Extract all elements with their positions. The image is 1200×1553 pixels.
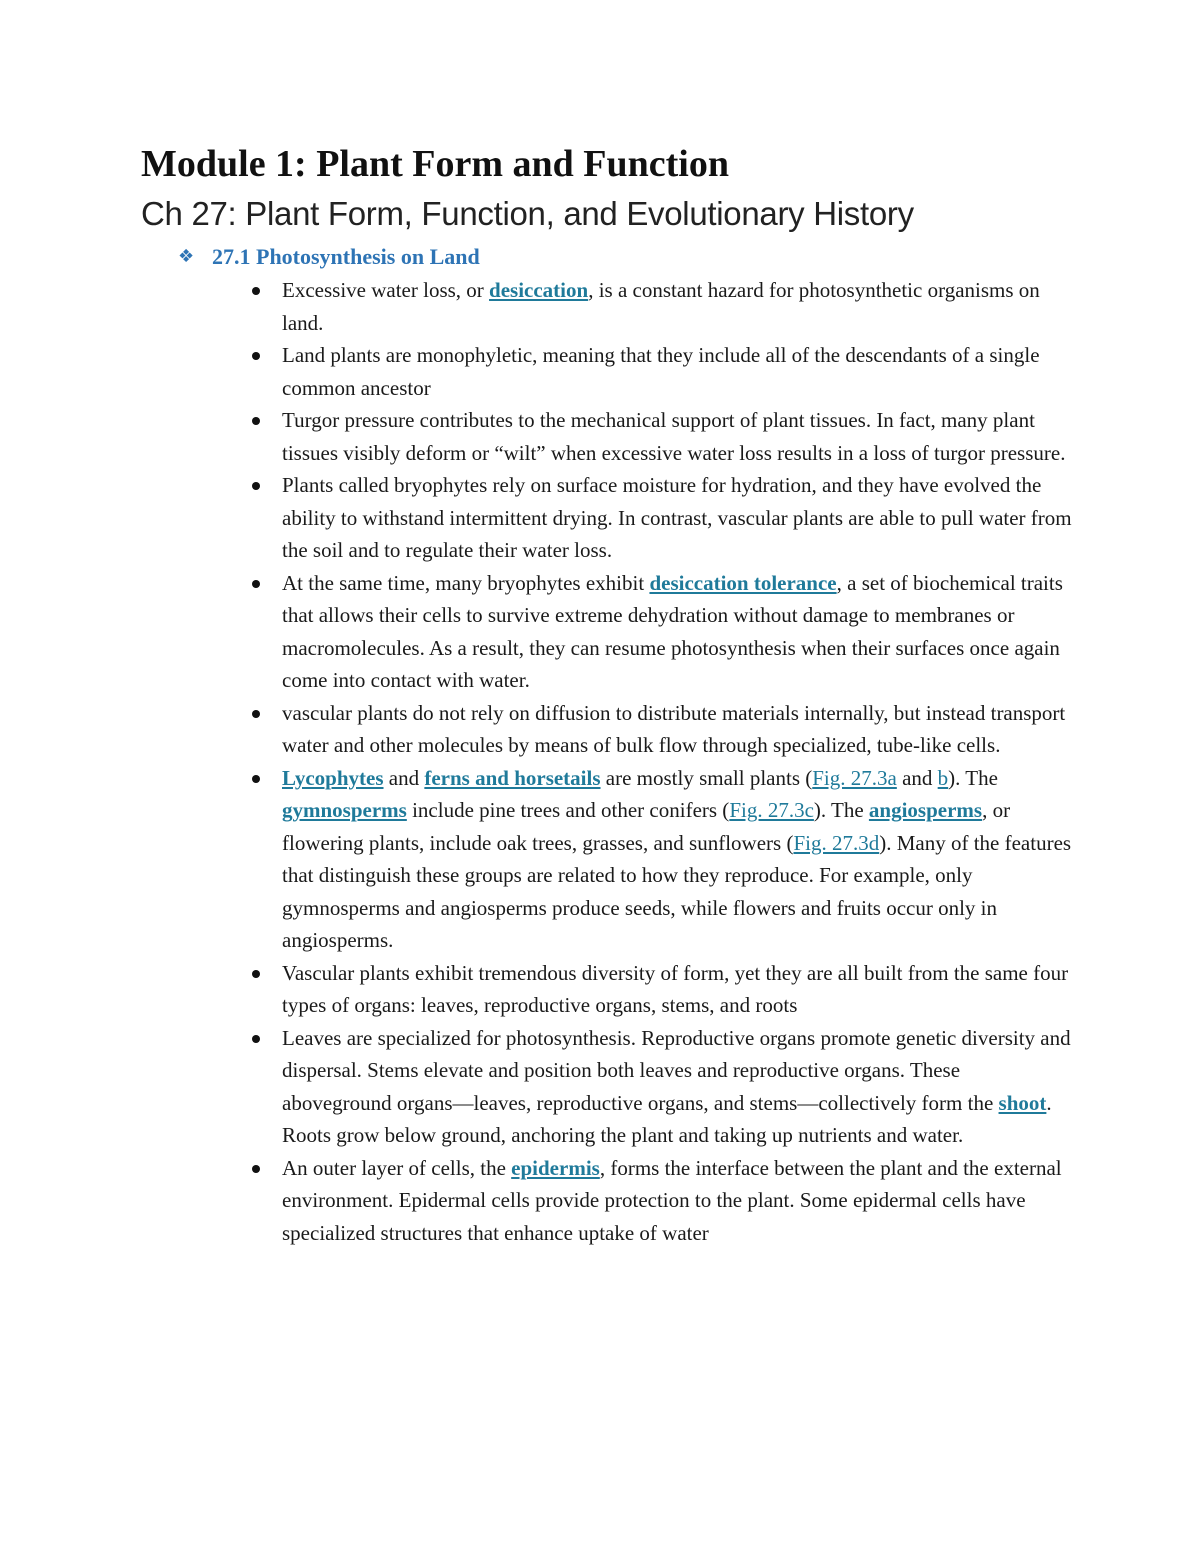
bullet-text: Leaves are specialized for photosynthesis. Reproductive organs promote genetic diversity and dispersal. Stems elevate and position both leaves and reproductive organs. These aboveground organs—leaves, reproductive organs, and stems—collectively form the (282, 1025, 1071, 1115)
bullet-dot-icon (252, 710, 260, 718)
page-title: Module 1: Plant Form and Function (141, 143, 729, 185)
bullet-text: , a set of biochemical traits that allows their cells to survive extreme dehydration without damage to membranes or macromolecules. As a result, they can resume photosynthesis when their surfaces once again come into contact with water. (282, 570, 1063, 692)
bullet-text: Land plants are monophyletic, meaning that they include all of the descendants of a single common ancestor (282, 343, 1040, 400)
glossary-term-link[interactable]: Lycophytes (282, 765, 384, 790)
bullet-text: include pine trees and other conifers ( (406, 798, 730, 822)
glossary-term-link[interactable]: desiccation (489, 278, 589, 302)
bullet-text: Turgor pressure contributes to the mechanical support of plant tissues. In fact, many plant tissues visibly deform or “wilt” when excessive water loss results in a loss of turgor pressure. (282, 408, 1066, 465)
bullet-text: ). Many of the features that distinguish these groups are related to how they reproduce. For example, only gymnosperms and angiosperms produce seeds, while flowers and fruits occur only in angiosperms. (282, 830, 1072, 952)
section-heading-text: 27.1 Photosynthesis on Land (212, 244, 480, 269)
list-item (282, 762, 1072, 957)
glossary-term-link[interactable]: angiosperms (868, 798, 983, 822)
bullet-text: Plants called bryophytes rely on surface moisture for hydration, and they have evolved the ability to withstand intermittent drying. In contrast, vascular plants are able to pull water from the soil and to regulate their water loss. (282, 473, 1072, 562)
bullet-text: At the same time, many bryophytes exhibit (282, 570, 650, 595)
list-item (282, 957, 1072, 1022)
glossary-term-link[interactable]: gymnosperms (282, 798, 407, 822)
bullet-dot-icon (252, 287, 260, 295)
section-heading (178, 241, 480, 273)
bullet-dot-icon (252, 580, 260, 588)
figure-link[interactable]: Fig. 27.3c (729, 798, 814, 822)
figure-link[interactable]: Fig. 27.3d (793, 830, 880, 855)
figure-link[interactable]: b (937, 765, 949, 790)
bullet-text: and (383, 765, 425, 790)
bullet-dot-icon (252, 482, 260, 490)
glossary-term-link[interactable]: shoot (998, 1090, 1047, 1115)
bullet-dot-icon (252, 1165, 260, 1173)
bullet-text: . Roots grow below ground, anchoring the plant and taking up nutrients and water. (282, 1090, 1052, 1147)
list-item (282, 567, 1072, 697)
bullet-text: and (896, 765, 938, 790)
bullet-text: An outer layer of cells, the (282, 1155, 512, 1180)
glossary-term-link[interactable]: epidermis (511, 1155, 600, 1180)
bullet-text: vascular plants do not rely on diffusion to distribute materials internally, but instead transport water and other molecules by means of bulk flow through specialized, tube-like cells. (282, 700, 1066, 757)
bullet-text: , or flowering plants, include oak trees, grasses, and sunflowers ( (282, 798, 1011, 855)
list-item (282, 469, 1072, 567)
chapter-heading: Ch 27: Plant Form, Function, and Evolutionary History (141, 195, 914, 232)
glossary-term-link[interactable]: ferns and horsetails (424, 765, 601, 790)
list-item (282, 274, 1072, 339)
list-item (282, 697, 1072, 762)
figure-link[interactable]: Fig. 27.3a (812, 765, 897, 790)
list-item (282, 404, 1072, 469)
bullet-text: Excessive water loss, or (282, 278, 490, 302)
glossary-term-link[interactable]: desiccation tolerance (649, 570, 837, 595)
bullet-dot-icon (252, 970, 260, 978)
diamond-bullet-icon: ❖ (178, 246, 195, 267)
list-item (282, 339, 1072, 404)
bullet-dot-icon (252, 417, 260, 425)
bullet-dot-icon (252, 352, 260, 360)
list-item (282, 1022, 1072, 1152)
bullet-text: are mostly small plants ( (600, 765, 813, 790)
bullet-text: , is a constant hazard for photosynthetic organisms on land. (282, 278, 1040, 335)
bullet-text: , forms the interface between the plant and the external environment. Epidermal cells provide protection to the plant. Some epidermal cells have specialized structures that enhance uptake of water (282, 1155, 1062, 1245)
bullet-dot-icon (252, 1035, 260, 1043)
bullet-dot-icon (252, 775, 260, 783)
bullet-text: Vascular plants exhibit tremendous diversity of form, yet they are all built from the same four types of organs: leaves, reproductive organs, stems, and roots (282, 960, 1069, 1017)
list-item (282, 1152, 1072, 1250)
bullet-text: ). The (948, 765, 998, 790)
bullet-list (282, 274, 1072, 1249)
bullet-text: ). The (813, 798, 869, 822)
